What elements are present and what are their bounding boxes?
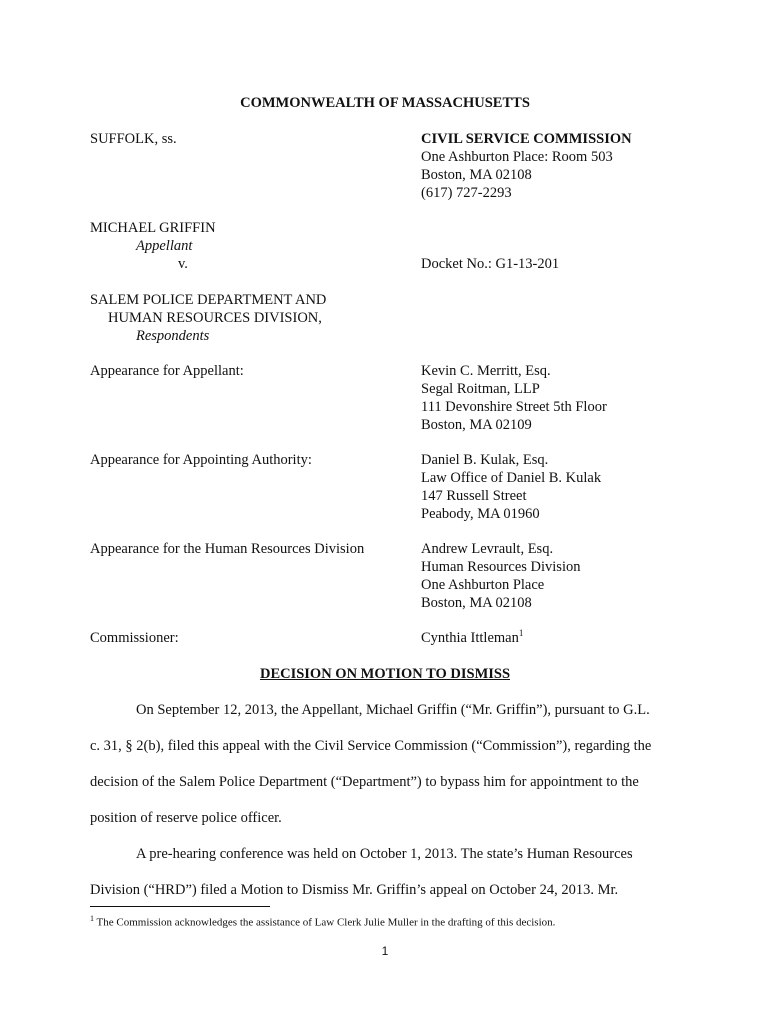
attorney-address-line: One Ashburton Place — [421, 577, 545, 593]
agency-address-line: One Ashburton Place: Room 503 — [421, 149, 613, 165]
attorney-name: Kevin C. Merritt, Esq. — [421, 363, 551, 379]
attorney-address-line: Boston, MA 02109 — [421, 417, 532, 433]
agency-phone: (617) 727-2293 — [421, 185, 512, 201]
agency-name: CIVIL SERVICE COMMISSION — [421, 131, 632, 147]
decision-title: DECISION ON MOTION TO DISMISS — [259, 666, 511, 682]
footnote-divider — [90, 906, 270, 907]
attorney-name: Daniel B. Kulak, Esq. — [421, 452, 549, 468]
commissioner-label: Commissioner: — [90, 630, 179, 646]
attorney-name: Andrew Levrault, Esq. — [421, 541, 554, 557]
respondent-role: Respondents — [136, 328, 210, 344]
footnote-text: The Commission acknowledges the assistance of Law Clerk Julie Muller in the drafting of this decision. — [94, 916, 556, 929]
docket-number: Docket No.: G1-13-201 — [421, 256, 560, 272]
body-line: On September 12, 2013, the Appellant, Michael Griffin (“Mr. Griffin”), pursuant to G.L. — [136, 702, 650, 718]
attorney-address-line: 111 Devonshire Street 5th Floor — [421, 399, 607, 415]
attorney-address-line: 147 Russell Street — [421, 488, 527, 504]
page-number: 1 — [381, 944, 389, 958]
attorney-firm: Segal Roitman, LLP — [421, 381, 540, 397]
body-line: A pre-hearing conference was held on October 1, 2013. The state’s Human Resources — [136, 846, 633, 862]
commissioner-name: Cynthia Ittleman — [421, 630, 519, 646]
footnote — [90, 914, 555, 929]
body-line: decision of the Salem Police Department (“Department”) to bypass him for appointment to the — [90, 774, 639, 790]
footnote-reference[interactable]: 1 — [518, 628, 524, 639]
footnote-marker: 1 — [90, 914, 94, 923]
respondent-name: HUMAN RESOURCES DIVISION, — [108, 310, 322, 326]
appearance-label: Appearance for Appointing Authority: — [90, 452, 312, 468]
attorney-firm: Law Office of Daniel B. Kulak — [421, 470, 602, 486]
attorney-address-line: Boston, MA 02108 — [421, 595, 532, 611]
appellant-role: Appellant — [136, 238, 193, 254]
agency-address-line: Boston, MA 02108 — [421, 167, 532, 183]
attorney-firm: Human Resources Division — [421, 559, 581, 575]
appellant-name: MICHAEL GRIFFIN — [90, 220, 216, 236]
jurisdiction-heading: COMMONWEALTH OF MASSACHUSETTS — [240, 95, 530, 111]
body-line: Division (“HRD”) filed a Motion to Dismiss Mr. Griffin’s appeal on October 24, 2013. Mr. — [90, 882, 619, 898]
county-label: SUFFOLK, ss. — [90, 131, 177, 147]
appearance-label: Appearance for the Human Resources Division — [90, 541, 365, 557]
versus-label: v. — [178, 256, 188, 272]
appearance-label: Appearance for Appellant: — [90, 363, 244, 379]
commissioner-name-line — [421, 629, 523, 647]
body-line: position of reserve police officer. — [90, 810, 282, 826]
respondent-name: SALEM POLICE DEPARTMENT AND — [90, 292, 327, 308]
attorney-address-line: Peabody, MA 01960 — [421, 506, 540, 522]
body-line: c. 31, § 2(b), filed this appeal with the Civil Service Commission (“Commission”), regarding the — [90, 738, 652, 754]
